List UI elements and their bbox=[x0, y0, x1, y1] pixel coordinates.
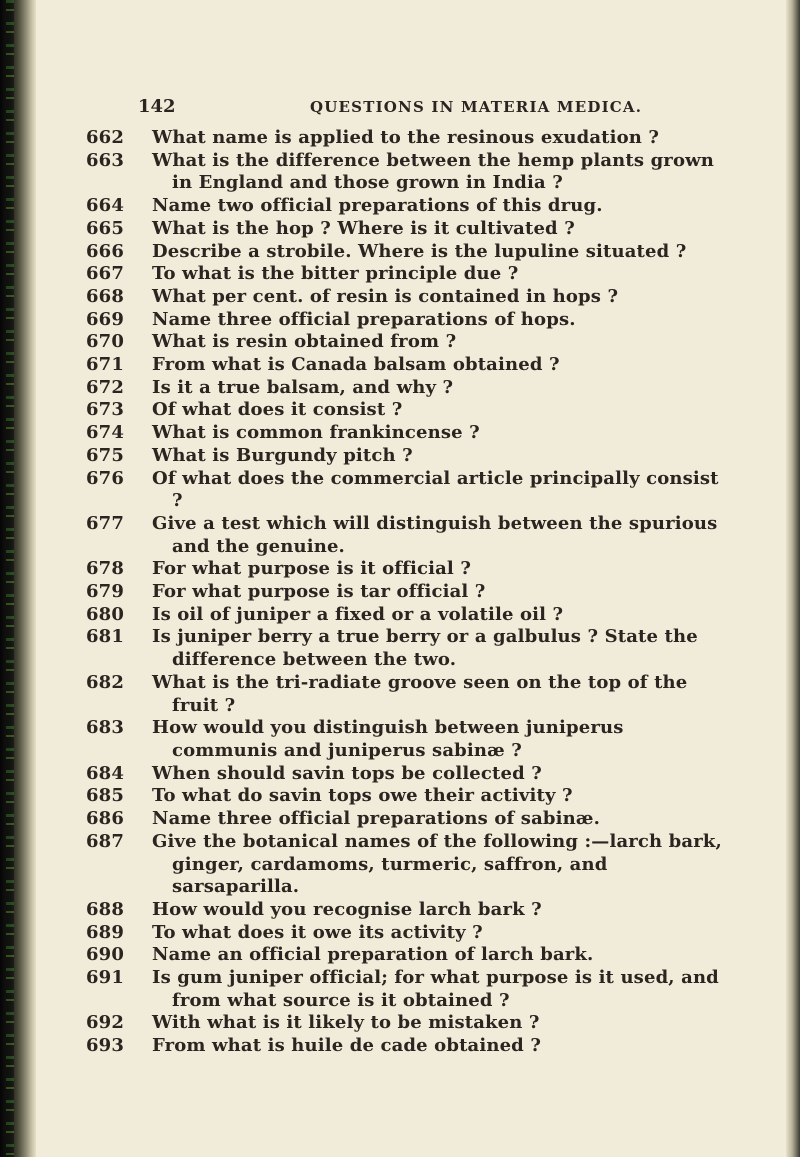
question-text: From what is huile de cade obtained ? bbox=[152, 1035, 542, 1057]
question-item bbox=[86, 1035, 726, 1058]
question-number: 674 bbox=[86, 422, 125, 444]
question-item bbox=[86, 558, 726, 581]
question-text: To what is the bitter principle due ? bbox=[152, 263, 519, 285]
question-text: What is common frankincense ? bbox=[152, 422, 480, 444]
question-item bbox=[86, 626, 726, 671]
question-item bbox=[86, 445, 726, 468]
question-item bbox=[86, 604, 726, 627]
question-item bbox=[86, 468, 726, 513]
question-item bbox=[86, 150, 726, 195]
question-item bbox=[86, 309, 726, 332]
question-text: To what does it owe its activity ? bbox=[152, 921, 483, 943]
question-text: What is Burgundy pitch ? bbox=[152, 444, 413, 466]
question-text: Give the botanical names of the following :—larch bark, ginger, cardamoms, turmeric, saffron, and sarsaparilla. bbox=[152, 830, 722, 898]
question-number: 672 bbox=[86, 376, 125, 398]
question-text: How would you distinguish between juniperus communis and juniperus sabinæ ? bbox=[152, 717, 624, 761]
question-item bbox=[86, 831, 726, 899]
question-item bbox=[86, 922, 726, 945]
question-number: 668 bbox=[86, 285, 125, 307]
question-text: For what purpose is tar official ? bbox=[152, 581, 486, 603]
question-item bbox=[86, 218, 726, 241]
question-item bbox=[86, 944, 726, 967]
right-binding-edge bbox=[786, 0, 800, 1157]
question-item bbox=[86, 717, 726, 762]
question-item bbox=[86, 263, 726, 286]
question-item bbox=[86, 241, 726, 264]
question-item bbox=[86, 399, 726, 422]
question-item bbox=[86, 808, 726, 831]
question-number: 687 bbox=[86, 830, 125, 852]
question-item bbox=[86, 195, 726, 218]
question-text: From what is Canada balsam obtained ? bbox=[152, 354, 560, 376]
question-text: How would you recognise larch bark ? bbox=[152, 898, 542, 920]
question-number: 688 bbox=[86, 898, 125, 920]
question-text: What is the difference between the hemp plants grown in England and those grown in India ? bbox=[152, 149, 714, 194]
page-number: 142 bbox=[138, 96, 176, 117]
question-text: What is the tri-radiate groove seen on the top of the fruit ? bbox=[152, 671, 688, 716]
question-number: 691 bbox=[86, 967, 125, 989]
question-text: What per cent. of resin is contained in hops ? bbox=[152, 285, 619, 307]
question-item bbox=[86, 1012, 726, 1035]
question-number: 666 bbox=[86, 240, 125, 262]
question-number: 686 bbox=[86, 808, 125, 830]
question-number: 684 bbox=[86, 762, 125, 784]
question-text: What name is applied to the resinous exudation ? bbox=[152, 127, 660, 148]
question-item bbox=[86, 785, 726, 808]
question-text: Describe a strobile. Where is the lupuline situated ? bbox=[152, 240, 687, 262]
left-binding-edge bbox=[0, 0, 36, 1157]
question-number: 685 bbox=[86, 785, 125, 807]
question-text: Give a test which will distinguish between the spurious and the genuine. bbox=[152, 512, 718, 557]
question-item bbox=[86, 513, 726, 558]
question-text: What is resin obtained from ? bbox=[152, 331, 457, 353]
question-text: Is juniper berry a true berry or a galbulus ? State the difference between the two. bbox=[152, 626, 698, 671]
question-item bbox=[86, 377, 726, 400]
question-number: 693 bbox=[86, 1035, 125, 1057]
question-number: 679 bbox=[86, 581, 125, 603]
question-item bbox=[86, 581, 726, 604]
question-text: Of what does it consist ? bbox=[152, 399, 403, 421]
question-number: 689 bbox=[86, 921, 125, 943]
question-number: 670 bbox=[86, 331, 125, 353]
question-item bbox=[86, 672, 726, 717]
question-item bbox=[86, 354, 726, 377]
question-item bbox=[86, 286, 726, 309]
question-number: 673 bbox=[86, 399, 125, 421]
question-item bbox=[86, 899, 726, 922]
question-number: 680 bbox=[86, 603, 125, 625]
question-text: Name an official preparation of larch bark. bbox=[152, 944, 594, 966]
question-number: 678 bbox=[86, 558, 125, 580]
question-text: What is the hop ? Where is it cultivated ? bbox=[152, 217, 575, 239]
question-text: To what do savin tops owe their activity ? bbox=[152, 785, 573, 807]
question-text: Is it a true balsam, and why ? bbox=[152, 376, 454, 398]
question-text: When should savin tops be collected ? bbox=[152, 762, 542, 784]
question-item bbox=[86, 331, 726, 354]
question-item bbox=[86, 967, 726, 1012]
question-text: Of what does the commercial article principally consist ? bbox=[152, 467, 719, 512]
question-text: Name three official preparations of sabinæ. bbox=[152, 808, 600, 830]
question-number: 664 bbox=[86, 195, 125, 217]
question-number: 677 bbox=[86, 512, 125, 534]
question-text: For what purpose is it official ? bbox=[152, 558, 472, 580]
question-number: 662 bbox=[86, 127, 125, 148]
question-number: 681 bbox=[86, 626, 125, 648]
question-number: 667 bbox=[86, 263, 125, 285]
question-number: 682 bbox=[86, 671, 125, 693]
question-text: Name two official preparations of this drug. bbox=[152, 195, 603, 217]
page-header bbox=[138, 96, 698, 120]
question-number: 683 bbox=[86, 717, 125, 739]
question-number: 676 bbox=[86, 467, 125, 489]
question-item bbox=[86, 763, 726, 786]
question-item bbox=[86, 127, 726, 150]
running-title: QUESTIONS IN MATERIA MEDICA. bbox=[310, 98, 643, 116]
question-number: 663 bbox=[86, 149, 125, 171]
question-number: 665 bbox=[86, 217, 125, 239]
question-number: 690 bbox=[86, 944, 125, 966]
question-number: 692 bbox=[86, 1012, 125, 1034]
question-item bbox=[86, 422, 726, 445]
question-text: Name three official preparations of hops. bbox=[152, 308, 576, 330]
question-text: Is oil of juniper a fixed or a volatile oil ? bbox=[152, 603, 564, 625]
question-text: With what is it likely to be mistaken ? bbox=[152, 1012, 540, 1034]
question-number: 671 bbox=[86, 354, 125, 376]
question-text: Is gum juniper official; for what purpose is it used, and from what source is it obtained ? bbox=[152, 967, 719, 1011]
question-number: 669 bbox=[86, 308, 125, 330]
question-list bbox=[86, 127, 726, 1058]
question-number: 675 bbox=[86, 444, 125, 466]
